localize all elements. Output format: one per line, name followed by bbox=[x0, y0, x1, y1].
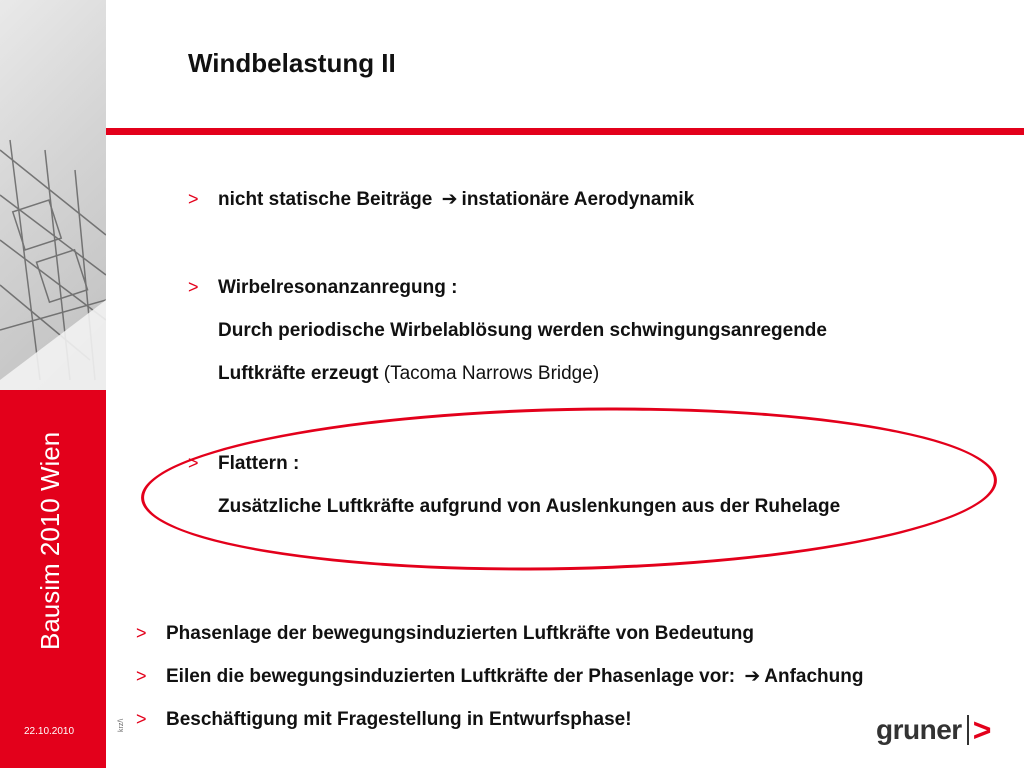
arrow-right-icon: ➔ bbox=[744, 666, 761, 687]
bullet-nonstatic bbox=[188, 178, 694, 221]
highlight-ellipse bbox=[139, 399, 998, 579]
bullet-phase bbox=[136, 612, 754, 655]
bullet-marker: > bbox=[188, 189, 199, 209]
arrow-right-icon: ➔ bbox=[441, 189, 458, 210]
bullet-heading: Wirbelresonanzanregung : bbox=[218, 277, 458, 298]
logo-wordmark: gruner bbox=[876, 714, 962, 745]
logo-chevron-icon: > bbox=[972, 712, 992, 748]
bullet-design-phase bbox=[136, 698, 632, 741]
bullet-marker: > bbox=[188, 277, 199, 297]
bullet-marker: > bbox=[136, 666, 147, 686]
sidebar-blueprint-image bbox=[0, 0, 106, 390]
blueprint-drawing bbox=[0, 0, 106, 390]
gruner-logo bbox=[876, 712, 991, 748]
bullet-heading: Flattern : bbox=[218, 453, 300, 474]
bullet-marker: > bbox=[136, 709, 147, 729]
bullet-marker: > bbox=[136, 623, 147, 643]
bullet-marker: > bbox=[188, 453, 199, 473]
bullet-leading-phase bbox=[136, 655, 863, 698]
bullet-text: Phasenlage der bewegungsinduzierten Luftkräfte von Bedeutung bbox=[166, 623, 755, 644]
conference-label: Bausim 2010 Wien bbox=[35, 431, 65, 650]
bullet-text-suffix: Anfachung bbox=[764, 666, 864, 687]
bullet-text: instationäre Aerodynamik bbox=[461, 189, 695, 210]
bullet-line: Zusätzliche Luftkräfte aufgrund von Auslenkungen aus der Ruhelage bbox=[218, 496, 841, 517]
bullet-line: Durch periodische Wirbelablösung werden schwingungsanregende bbox=[218, 320, 827, 341]
bullet-line-plain: (Tacoma Narrows Bridge) bbox=[378, 363, 600, 384]
bullet-line-bold: Luftkräfte erzeugt bbox=[218, 363, 379, 384]
bullet-text: Beschäftigung mit Fragestellung in Entwurfsphase! bbox=[166, 709, 632, 730]
slide-title: Windbelastung II bbox=[188, 48, 396, 78]
footer-date: 22.10.2010 bbox=[24, 726, 75, 737]
header-divider bbox=[106, 128, 1024, 135]
bullet-vortex-resonance bbox=[188, 266, 827, 395]
bullet-text: Eilen die bewegungsinduzierten Luftkräfte der Phasenlage vor: bbox=[166, 666, 736, 687]
logo-divider bbox=[967, 715, 969, 745]
bullet-text: nicht statische Beiträge bbox=[218, 189, 433, 210]
footer-author-code: krz/\ bbox=[118, 718, 125, 732]
